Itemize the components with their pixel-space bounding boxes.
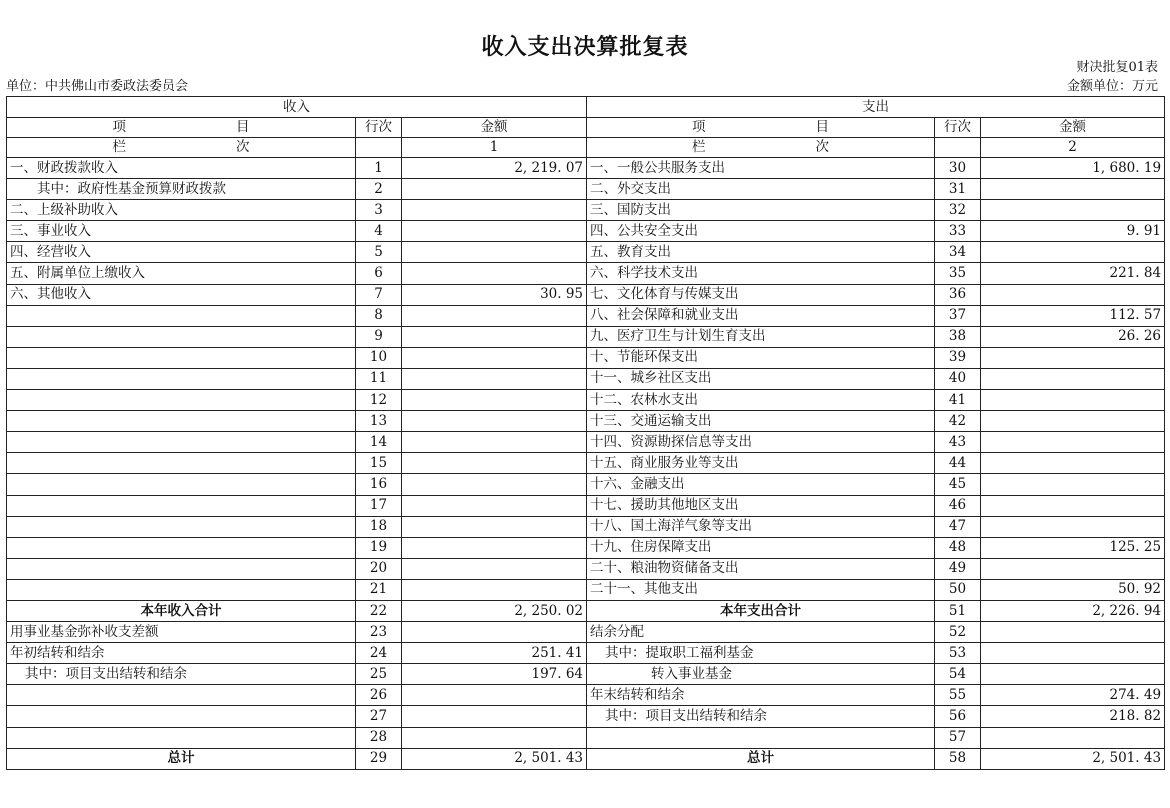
income-rowno-cell: 5 xyxy=(356,242,402,263)
expense-amount-cell: 274. 49 xyxy=(981,685,1165,706)
expense-amount-cell xyxy=(981,411,1165,432)
income-rowno-cell: 14 xyxy=(356,432,402,453)
expense-item-cell: 结余分配 xyxy=(587,622,935,643)
expense-amount-cell xyxy=(981,432,1165,453)
expense-rowno-cell: 50 xyxy=(935,579,981,600)
expense-item-cell: 本年支出合计 xyxy=(587,600,935,621)
income-amount-cell xyxy=(402,200,587,221)
income-amount-cell xyxy=(402,221,587,242)
expense-item-cell: 二十一、其他支出 xyxy=(587,579,935,600)
expense-rowno-cell: 33 xyxy=(935,221,981,242)
expense-amount-cell xyxy=(981,179,1165,200)
income-rowno-cell: 12 xyxy=(356,390,402,411)
income-rowno-cell: 22 xyxy=(356,600,402,621)
income-item-cell xyxy=(7,347,356,368)
income-col-label xyxy=(7,138,356,158)
expense-rowno-cell: 32 xyxy=(935,200,981,221)
expense-col-rowno xyxy=(935,138,981,158)
income-item-cell: 四、经营收入 xyxy=(7,242,356,263)
income-rowno-cell: 23 xyxy=(356,622,402,643)
income-amount-cell xyxy=(402,368,587,389)
income-rowno-cell: 28 xyxy=(356,727,402,748)
income-rowno-cell: 15 xyxy=(356,453,402,474)
income-rowno-cell: 27 xyxy=(356,706,402,727)
table-row xyxy=(7,643,1165,664)
income-amount-cell: 2, 250. 02 xyxy=(402,600,587,621)
income-amount-cell xyxy=(402,495,587,516)
table-row xyxy=(7,411,1165,432)
column-header-row xyxy=(7,118,1165,138)
expense-amount-cell xyxy=(981,516,1165,537)
expense-item-cell: 转入事业基金 xyxy=(587,664,935,685)
table-row xyxy=(7,326,1165,347)
expense-rowno-cell: 55 xyxy=(935,685,981,706)
expense-item-cell: 其中：项目支出结转和结余 xyxy=(587,706,935,727)
expense-rowno-cell: 30 xyxy=(935,158,981,179)
expense-amount-cell xyxy=(981,347,1165,368)
income-item-cell xyxy=(7,537,356,558)
expense-item-cell: 总计 xyxy=(587,748,935,769)
income-amount-cell xyxy=(402,579,587,600)
income-rowno-cell: 2 xyxy=(356,179,402,200)
expense-rowno-cell: 39 xyxy=(935,347,981,368)
income-amount-cell xyxy=(402,622,587,643)
income-item-header xyxy=(7,118,356,138)
col-label-left: 栏 xyxy=(692,139,706,155)
form-number: 财决批复01表 xyxy=(1076,60,1158,75)
table-row xyxy=(7,516,1165,537)
expense-amount-cell: 50. 92 xyxy=(981,579,1165,600)
income-amount-cell: 30. 95 xyxy=(402,284,587,305)
expense-rowno-cell: 40 xyxy=(935,368,981,389)
income-header: 收入 xyxy=(7,97,587,118)
expense-item-cell: 十二、农林水支出 xyxy=(587,390,935,411)
income-item-cell: 年初结转和结余 xyxy=(7,643,356,664)
expense-item-cell: 二十、粮油物资储备支出 xyxy=(587,558,935,579)
expense-item-cell: 三、国防支出 xyxy=(587,200,935,221)
income-amount-cell xyxy=(402,347,587,368)
expense-rowno-cell: 54 xyxy=(935,664,981,685)
income-rowno-cell: 25 xyxy=(356,664,402,685)
header-group-row xyxy=(7,97,1165,118)
income-amount-cell xyxy=(402,305,587,326)
expense-amount-cell xyxy=(981,643,1165,664)
expense-item-cell: 八、社会保障和就业支出 xyxy=(587,305,935,326)
expense-item-cell: 十九、住房保障支出 xyxy=(587,537,935,558)
page-title: 收入支出决算批复表 xyxy=(481,35,689,60)
income-amount-cell: 2, 501. 43 xyxy=(402,748,587,769)
income-item-cell: 六、其他收入 xyxy=(7,284,356,305)
expense-item-cell: 五、教育支出 xyxy=(587,242,935,263)
expense-amount-cell xyxy=(981,727,1165,748)
income-item-cell xyxy=(7,579,356,600)
table-row xyxy=(7,221,1165,242)
expense-rowno-cell: 56 xyxy=(935,706,981,727)
expense-rowno-cell: 46 xyxy=(935,495,981,516)
expense-rowno-cell: 41 xyxy=(935,390,981,411)
amount-unit: 金额单位：万元 xyxy=(1066,79,1158,94)
table-row xyxy=(7,537,1165,558)
item-header-left: 项 xyxy=(692,119,706,135)
table-row xyxy=(7,706,1165,727)
expense-item-header xyxy=(587,118,935,138)
expense-item-cell: 十八、国土海洋气象等支出 xyxy=(587,516,935,537)
income-item-cell xyxy=(7,411,356,432)
table-row xyxy=(7,179,1165,200)
income-col-number: 1 xyxy=(402,138,587,158)
item-header-left: 项 xyxy=(112,119,126,135)
income-amount-cell: 197. 64 xyxy=(402,664,587,685)
expense-rowno-cell: 37 xyxy=(935,305,981,326)
income-rowno-cell: 3 xyxy=(356,200,402,221)
expense-rowno-cell: 57 xyxy=(935,727,981,748)
table-row xyxy=(7,305,1165,326)
income-item-cell xyxy=(7,727,356,748)
expense-amount-cell xyxy=(981,664,1165,685)
expense-amount-cell: 218. 82 xyxy=(981,706,1165,727)
expense-item-cell: 十三、交通运输支出 xyxy=(587,411,935,432)
table-row xyxy=(7,453,1165,474)
income-item-cell: 二、上级补助收入 xyxy=(7,200,356,221)
expense-item-cell xyxy=(587,727,935,748)
income-amount-cell xyxy=(402,179,587,200)
table-row xyxy=(7,242,1165,263)
table-row xyxy=(7,390,1165,411)
expense-item-cell: 二、外交支出 xyxy=(587,179,935,200)
income-amount-cell xyxy=(402,727,587,748)
col-label-left: 栏 xyxy=(112,139,126,155)
income-item-cell xyxy=(7,706,356,727)
expense-amount-cell xyxy=(981,558,1165,579)
income-item-cell: 一、财政拨款收入 xyxy=(7,158,356,179)
col-label-right: 次 xyxy=(236,139,250,155)
expense-rowno-cell: 36 xyxy=(935,284,981,305)
table-row xyxy=(7,495,1165,516)
income-col-rowno xyxy=(356,138,402,158)
item-header-right: 目 xyxy=(236,119,250,135)
expense-item-cell: 十七、援助其他地区支出 xyxy=(587,495,935,516)
table-row xyxy=(7,347,1165,368)
income-item-cell xyxy=(7,368,356,389)
expense-rowno-cell: 47 xyxy=(935,516,981,537)
expense-item-cell: 十、节能环保支出 xyxy=(587,347,935,368)
table-row xyxy=(7,664,1165,685)
income-amount-cell xyxy=(402,706,587,727)
income-item-cell xyxy=(7,432,356,453)
income-amount-cell xyxy=(402,474,587,495)
income-amount-cell xyxy=(402,411,587,432)
income-rowno-cell: 4 xyxy=(356,221,402,242)
income-rowno-cell: 6 xyxy=(356,263,402,284)
income-rowno-cell: 10 xyxy=(356,347,402,368)
income-amount-cell xyxy=(402,516,587,537)
expense-amount-cell: 125. 25 xyxy=(981,537,1165,558)
expense-amount-cell xyxy=(981,368,1165,389)
income-item-cell xyxy=(7,685,356,706)
income-rowno-cell: 1 xyxy=(356,158,402,179)
table-row xyxy=(7,284,1165,305)
expense-amount-cell xyxy=(981,200,1165,221)
income-item-cell: 五、附属单位上缴收入 xyxy=(7,263,356,284)
table-row xyxy=(7,600,1165,621)
expense-rowno-header: 行次 xyxy=(935,118,981,138)
table-row xyxy=(7,622,1165,643)
income-amount-cell xyxy=(402,685,587,706)
income-rowno-cell: 16 xyxy=(356,474,402,495)
expense-rowno-cell: 51 xyxy=(935,600,981,621)
income-item-cell xyxy=(7,453,356,474)
expense-col-label xyxy=(587,138,935,158)
expense-amount-cell: 2, 226. 94 xyxy=(981,600,1165,621)
income-amount-cell xyxy=(402,263,587,284)
expense-header: 支出 xyxy=(587,97,1165,118)
expense-amount-cell xyxy=(981,474,1165,495)
table-row xyxy=(7,200,1165,221)
budget-table xyxy=(6,96,1165,770)
expense-rowno-cell: 31 xyxy=(935,179,981,200)
income-amount-cell xyxy=(402,390,587,411)
income-rowno-cell: 24 xyxy=(356,643,402,664)
income-rowno-header: 行次 xyxy=(356,118,402,138)
income-item-cell: 本年收入合计 xyxy=(7,600,356,621)
table-row xyxy=(7,558,1165,579)
income-item-cell xyxy=(7,326,356,347)
expense-rowno-cell: 48 xyxy=(935,537,981,558)
expense-amount-cell xyxy=(981,242,1165,263)
expense-item-cell: 十一、城乡社区支出 xyxy=(587,368,935,389)
expense-rowno-cell: 52 xyxy=(935,622,981,643)
expense-amount-cell: 221. 84 xyxy=(981,263,1165,284)
income-rowno-cell: 9 xyxy=(356,326,402,347)
expense-amount-cell: 9. 91 xyxy=(981,221,1165,242)
expense-rowno-cell: 53 xyxy=(935,643,981,664)
department-label: 单位：中共佛山市委政法委员会 xyxy=(6,79,189,94)
table-row xyxy=(7,727,1165,748)
income-item-cell xyxy=(7,495,356,516)
col-label-right: 次 xyxy=(815,139,830,155)
income-item-cell xyxy=(7,390,356,411)
expense-amount-cell xyxy=(981,495,1165,516)
income-amount-cell xyxy=(402,558,587,579)
expense-rowno-cell: 43 xyxy=(935,432,981,453)
income-amount-cell xyxy=(402,432,587,453)
expense-item-cell: 年末结转和结余 xyxy=(587,685,935,706)
income-item-cell xyxy=(7,516,356,537)
income-item-cell: 总计 xyxy=(7,748,356,769)
income-amount-cell xyxy=(402,242,587,263)
expense-rowno-cell: 58 xyxy=(935,748,981,769)
item-header-right: 目 xyxy=(815,119,830,135)
income-amount-cell xyxy=(402,537,587,558)
expense-item-cell: 四、公共安全支出 xyxy=(587,221,935,242)
income-item-cell xyxy=(7,558,356,579)
income-rowno-cell: 20 xyxy=(356,558,402,579)
expense-amount-header: 金额 xyxy=(981,118,1165,138)
expense-rowno-cell: 45 xyxy=(935,474,981,495)
expense-amount-cell xyxy=(981,390,1165,411)
expense-rowno-cell: 34 xyxy=(935,242,981,263)
income-rowno-cell: 11 xyxy=(356,368,402,389)
income-item-cell: 其中：政府性基金预算财政拨款 xyxy=(7,179,356,200)
income-rowno-cell: 29 xyxy=(356,748,402,769)
income-rowno-cell: 7 xyxy=(356,284,402,305)
expense-item-cell: 一、一般公共服务支出 xyxy=(587,158,935,179)
expense-rowno-cell: 44 xyxy=(935,453,981,474)
income-rowno-cell: 21 xyxy=(356,579,402,600)
expense-item-cell: 其中：提取职工福利基金 xyxy=(587,643,935,664)
expense-item-cell: 七、文化体育与传媒支出 xyxy=(587,284,935,305)
expense-col-number: 2 xyxy=(981,138,1165,158)
income-rowno-cell: 18 xyxy=(356,516,402,537)
income-rowno-cell: 8 xyxy=(356,305,402,326)
income-item-cell: 用事业基金弥补收支差额 xyxy=(7,622,356,643)
table-row xyxy=(7,748,1165,769)
expense-rowno-cell: 35 xyxy=(935,263,981,284)
expense-amount-cell xyxy=(981,453,1165,474)
table-row xyxy=(7,474,1165,495)
expense-amount-cell xyxy=(981,284,1165,305)
income-amount-cell xyxy=(402,326,587,347)
table-row xyxy=(7,368,1165,389)
table-row xyxy=(7,579,1165,600)
expense-item-cell: 九、医疗卫生与计划生育支出 xyxy=(587,326,935,347)
expense-amount-cell: 1, 680. 19 xyxy=(981,158,1165,179)
income-amount-cell: 2, 219. 07 xyxy=(402,158,587,179)
expense-item-cell: 十六、金融支出 xyxy=(587,474,935,495)
expense-rowno-cell: 38 xyxy=(935,326,981,347)
expense-rowno-cell: 42 xyxy=(935,411,981,432)
expense-amount-cell: 2, 501. 43 xyxy=(981,748,1165,769)
income-rowno-cell: 19 xyxy=(356,537,402,558)
table-row xyxy=(7,158,1165,179)
income-rowno-cell: 17 xyxy=(356,495,402,516)
expense-item-cell: 十四、资源勘探信息等支出 xyxy=(587,432,935,453)
table-row xyxy=(7,685,1165,706)
expense-item-cell: 六、科学技术支出 xyxy=(587,263,935,284)
income-item-cell xyxy=(7,305,356,326)
income-item-cell: 其中：项目支出结转和结余 xyxy=(7,664,356,685)
expense-amount-cell xyxy=(981,622,1165,643)
income-rowno-cell: 26 xyxy=(356,685,402,706)
income-amount-cell xyxy=(402,453,587,474)
table-row xyxy=(7,263,1165,284)
expense-amount-cell: 112. 57 xyxy=(981,305,1165,326)
income-item-cell xyxy=(7,474,356,495)
table-row xyxy=(7,432,1165,453)
expense-rowno-cell: 49 xyxy=(935,558,981,579)
expense-amount-cell: 26. 26 xyxy=(981,326,1165,347)
income-amount-header: 金额 xyxy=(402,118,587,138)
income-amount-cell: 251. 41 xyxy=(402,643,587,664)
income-rowno-cell: 13 xyxy=(356,411,402,432)
column-index-row xyxy=(7,138,1165,158)
expense-item-cell: 十五、商业服务业等支出 xyxy=(587,453,935,474)
income-item-cell: 三、事业收入 xyxy=(7,221,356,242)
